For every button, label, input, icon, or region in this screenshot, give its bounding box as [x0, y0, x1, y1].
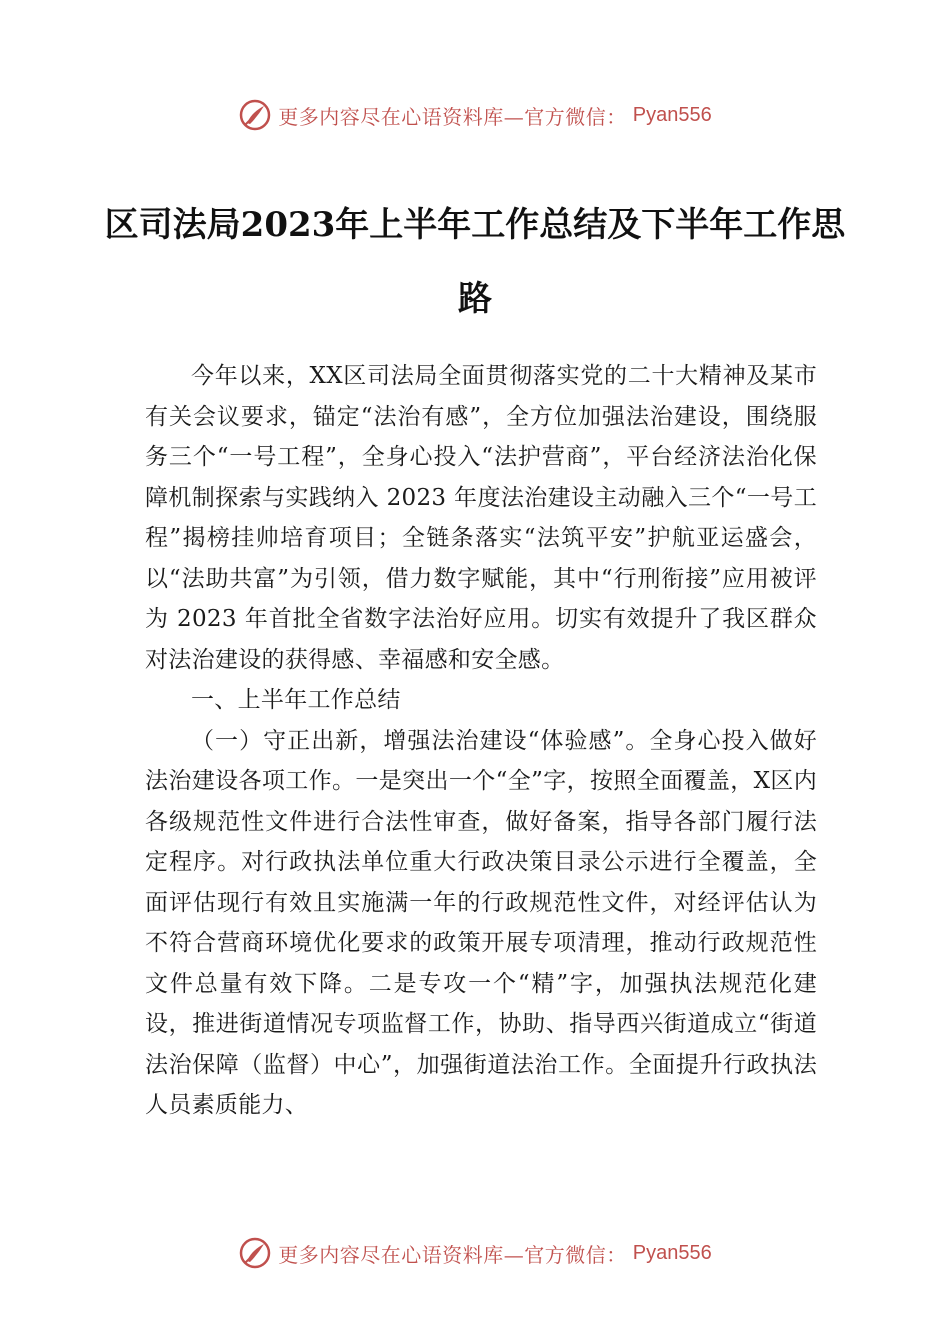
- brush-logo-icon: [238, 1236, 272, 1270]
- watermark-wechat-id: Pyan556: [632, 1241, 712, 1264]
- watermark-text: 更多内容尽在心语资料库—官方微信：: [278, 104, 627, 129]
- section-heading: 一、上半年工作总结: [191, 687, 401, 713]
- watermark-wechat-id: Pyan556: [632, 103, 712, 126]
- document-body: [145, 356, 817, 1126]
- watermark-header: [0, 95, 950, 135]
- document-title: 区司法局2023年上半年工作总结及下半年工作思路: [104, 205, 846, 319]
- brush-logo-icon: [238, 98, 272, 132]
- intro-paragraph: 今年以来，XX区司法局全面贯彻落实党的二十大精神及某市有关会议要求，锚定“法治有感”，全方位加强法治建设，围绕服务三个“一号工程”，全身心投入“法护营商”，平台经济法治化保障机制探索与实践纳入 2023 年度法治建设主动融入三个“一号工程”揭榜挂帅培育项目；全链条落实“法筑平安”护航亚运盛会，以“法助共富”为引领，借力数字赋能，其中“行刑衔接”应用被评为 2023 年首批全省数字法治好应用。切实有效提升了我区群众对法治建设的获得感、幸福感和安全感。: [145, 363, 817, 673]
- watermark-text: 更多内容尽在心语资料库—官方微信：: [278, 1242, 627, 1267]
- body-paragraph: （一）守正出新，增强法治建设“体验感”。全身心投入做好法治建设各项工作。一是突出一个“全”字，按照全面覆盖，X区内各级规范性文件进行合法性审查，做好备案，指导各部门履行法定程序。对行政执法单位重大行政决策目录公示进行全覆盖，全面评估现行有效且实施满一年的行政规范性文件，对经评估认为不符合营商环境优化要求的政策开展专项清理，推动行政规范性文件总量有效下降。二是专攻一个“精”字，加强执法规范化建设，推进街道情况专项监督工作，协助、指导西兴街道成立“街道法治保障（监督）中心”，加强街道法治工作。全面提升行政执法人员素质能力、: [145, 727, 817, 1118]
- watermark-footer: [0, 1233, 950, 1273]
